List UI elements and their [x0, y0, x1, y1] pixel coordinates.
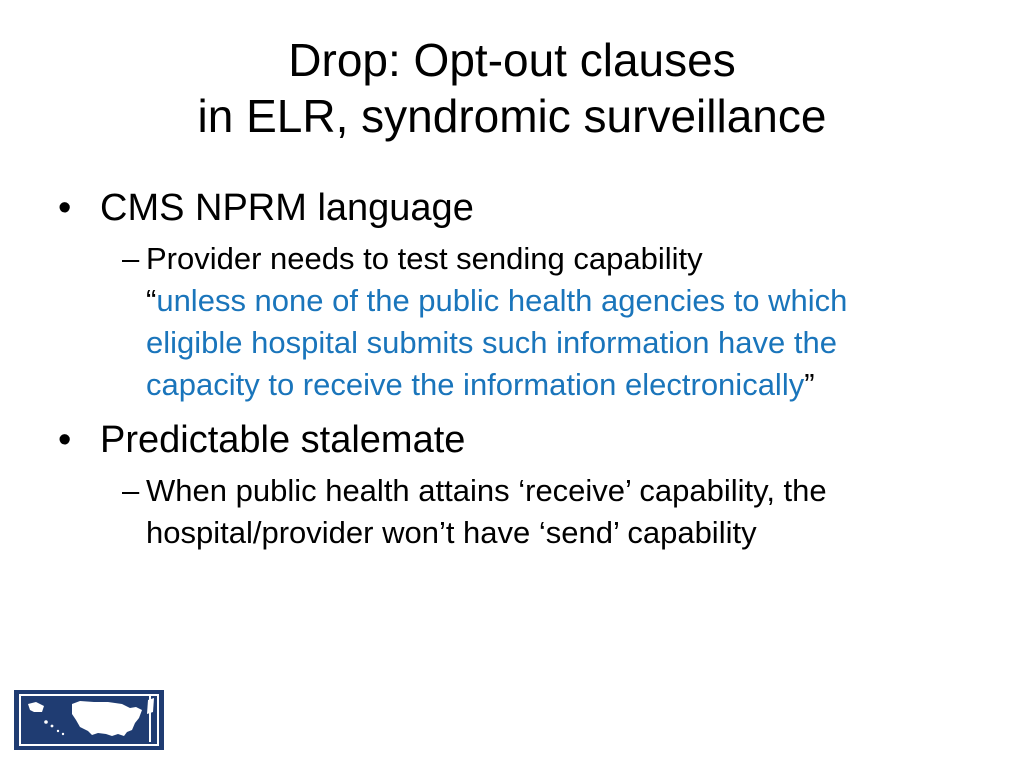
sub-bullet-dash: –	[122, 241, 140, 276]
close-quote: ”	[804, 367, 815, 402]
bullet-stalemate	[58, 418, 978, 462]
quoted-language: unless none of the public health agencies to which eligible hospital submits such information have the capacity to receive the information electronically	[146, 283, 848, 402]
slide-title	[0, 32, 1024, 144]
sub-bullet-provider	[122, 238, 946, 406]
bullet-dot: •	[58, 187, 72, 229]
open-quote: “	[146, 283, 157, 318]
us-map-logo-icon	[14, 690, 164, 750]
bullet-text: Predictable stalemate	[100, 419, 466, 461]
slide-body	[58, 186, 978, 554]
title-line-2: in ELR, syndromic surveillance	[197, 90, 827, 142]
sub-bullet-dash: –	[122, 473, 140, 508]
title-line-1: Drop: Opt-out clauses	[288, 34, 736, 86]
bullet-dot: •	[58, 419, 72, 461]
sub-bullet-text: When public health attains ‘receive’ capability, the hospital/provider won’t have ‘send’ capability	[146, 473, 827, 550]
sub-bullet-line1: Provider needs to test sending capability	[146, 241, 703, 276]
bullet-text: CMS NPRM language	[100, 187, 474, 229]
sub-bullet-public-health	[122, 470, 946, 554]
bullet-cms-nprm	[58, 186, 978, 230]
